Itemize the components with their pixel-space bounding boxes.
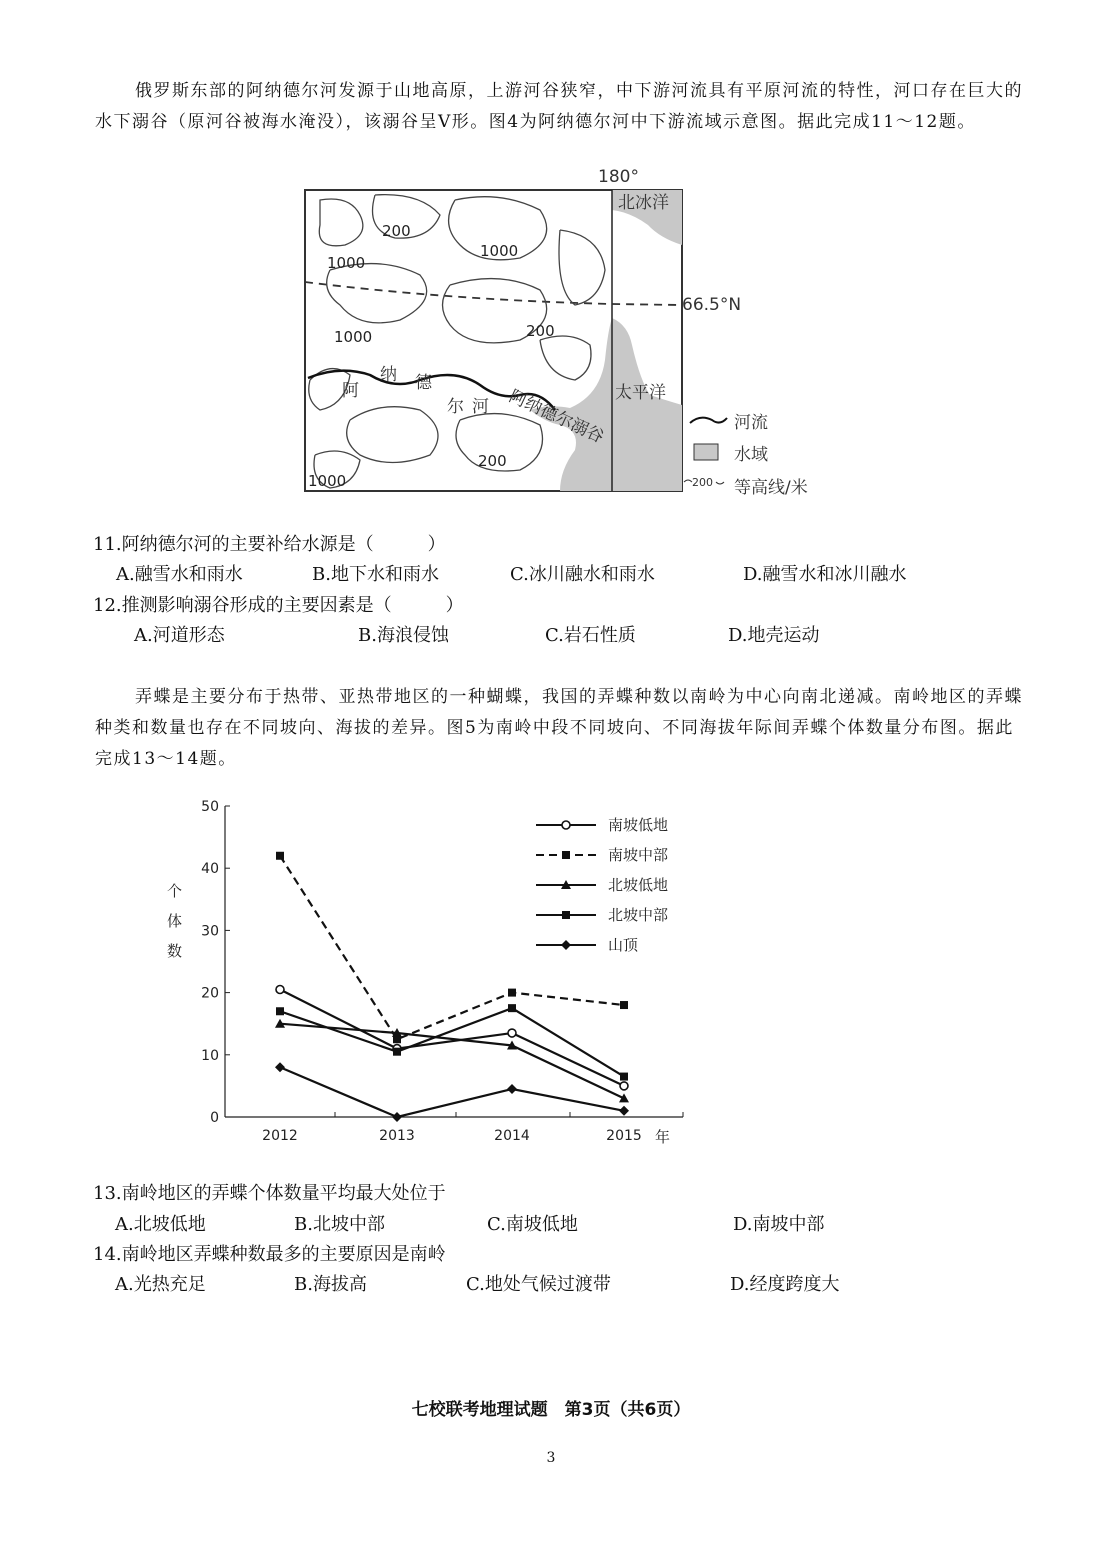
question-12-option-c: C.岩石性质 (545, 625, 636, 646)
estuary-label: 阿纳德尔溺谷 (505, 386, 607, 448)
contour-label: 200 (382, 222, 411, 240)
footer-title: 七校联考地理试题 第3页（共6页） (411, 1400, 691, 1420)
x-tick-label: 2013 (379, 1128, 415, 1144)
contour-label: 1000 (308, 472, 347, 490)
x-tick-label: 2012 (262, 1128, 298, 1144)
page-number: 3 (546, 1450, 556, 1466)
contour-label: 200 (526, 322, 555, 340)
meridian-label: 180° (598, 167, 639, 187)
legend-contour-symbol (684, 480, 692, 482)
data-point (276, 985, 284, 993)
legend-marker (562, 851, 570, 859)
question-12-stem: 12.推测影响溺谷形成的主要因素是（ ） (93, 595, 464, 616)
question-13-option-a: A.北坡低地 (115, 1214, 206, 1235)
legend-contour-sample: 200 (692, 476, 713, 489)
y-tick-label: 30 (201, 923, 219, 940)
series-line (280, 989, 624, 1085)
intro-paragraph-butterfly: 弄蝶是主要分布于热带、亚热带地区的一种蝴蝶，我国的弄蝶种数以南岭为中心向南北递减。南岭地区的弄蝶种类和数量也存在不同坡向、海拔的差异。图5为南岭中段不同坡向、不同海拔年际间弄蝶个体数量分布图。据此完成13～14题。 (95, 687, 1023, 769)
y-axis-label-char-1: 个 (167, 882, 183, 900)
legend-marker (562, 821, 570, 829)
question-11-option-a: A.融雪水和雨水 (116, 564, 243, 585)
data-point (392, 1112, 402, 1122)
data-point (275, 1062, 285, 1072)
legend-contour-label: 等高线/米 (734, 478, 808, 498)
river-char-1: 阿 (342, 381, 359, 401)
x-axis-label: 年 (655, 1128, 671, 1146)
question-11-option-b: B.地下水和雨水 (312, 564, 439, 585)
data-point (620, 1073, 628, 1081)
data-point (620, 1001, 628, 1009)
question-14-option-a: A.光热充足 (115, 1274, 206, 1295)
question-12-option-d: D.地壳运动 (728, 625, 820, 646)
chart-legend (536, 816, 668, 954)
data-point (508, 989, 516, 997)
legend-label: 南坡中部 (608, 846, 669, 864)
legend-river-label: 河流 (734, 413, 768, 433)
legend-marker (562, 911, 570, 919)
river-char-2: 纳 (380, 365, 397, 385)
y-tick-label: 10 (201, 1047, 219, 1064)
y-axis-label-char-2: 体 (167, 912, 183, 930)
series-5 (275, 1062, 629, 1122)
series-line (280, 856, 624, 1039)
y-tick-label: 0 (210, 1110, 219, 1126)
question-14-option-d: D.经度跨度大 (730, 1274, 840, 1295)
y-tick-label: 20 (201, 985, 219, 1002)
data-point (393, 1048, 401, 1056)
x-tick-label: 2014 (494, 1128, 530, 1144)
data-point (276, 1007, 284, 1015)
river-char-5: 河 (472, 397, 489, 417)
legend-water-label: 水域 (734, 445, 768, 465)
data-point (507, 1084, 517, 1094)
butterfly-line-chart (0, 780, 1102, 1160)
question-13-option-c: C.南坡低地 (487, 1214, 578, 1235)
question-11-stem: 11.阿纳德尔河的主要补给水源是（ ） (93, 534, 446, 555)
data-point (508, 1029, 516, 1037)
data-point (276, 852, 284, 860)
data-point (508, 1004, 516, 1012)
contour-label: 1000 (334, 328, 373, 346)
intro-paragraph-map: 俄罗斯东部的阿纳德尔河发源于山地高原，上游河谷狭窄，中下游河流具有平原河流的特性，河口存在巨大的水下溺谷（原河谷被海水淹没），该溺谷呈V形。图4为阿纳德尔河中下游流域示意图。据此完成11～12题。 (95, 81, 1023, 132)
y-axis-label-char-3: 数 (167, 942, 183, 960)
contour-label: 1000 (327, 254, 366, 272)
y-tick-label: 40 (201, 861, 219, 878)
legend-marker (561, 940, 571, 950)
legend-label: 北坡中部 (608, 906, 669, 924)
question-11-option-c: C.冰川融水和雨水 (510, 564, 655, 585)
series-line (280, 1008, 624, 1076)
chart-y-ticks (201, 799, 230, 1126)
legend-label: 北坡低地 (608, 876, 669, 894)
question-13-option-d: D.南坡中部 (733, 1214, 825, 1235)
river-char-4: 尔 (447, 397, 464, 417)
question-12-option-a: A.河道形态 (134, 625, 225, 646)
legend-label: 山顶 (608, 936, 639, 954)
y-tick-label: 50 (201, 799, 219, 815)
legend-river-symbol (690, 418, 727, 423)
contour-label: 1000 (480, 242, 519, 260)
legend-label: 南坡低地 (608, 816, 669, 834)
question-14-option-c: C.地处气候过渡带 (466, 1274, 611, 1295)
series-4 (276, 1004, 628, 1080)
question-14-option-b: B.海拔高 (294, 1274, 367, 1295)
question-13-option-b: B.北坡中部 (294, 1214, 385, 1235)
question-13-stem: 13.南岭地区的弄蝶个体数量平均最大处位于 (93, 1183, 446, 1204)
river-char-3: 德 (415, 373, 432, 393)
chart-series (275, 852, 629, 1122)
data-point (619, 1106, 629, 1116)
data-point (620, 1082, 628, 1090)
x-tick-label: 2015 (606, 1128, 642, 1144)
legend-water-symbol (694, 444, 718, 460)
pacific-ocean-label: 太平洋 (615, 383, 666, 403)
parallel-label: 66.5°N (682, 295, 742, 315)
contour-label: 200 (478, 452, 507, 470)
question-14-stem: 14.南岭地区弄蝶种数最多的主要原因是南岭 (93, 1244, 446, 1265)
anadyr-map-figure (0, 0, 1102, 510)
question-11-option-d: D.融雪水和冰川融水 (743, 564, 907, 585)
arctic-ocean-label: 北冰洋 (618, 193, 669, 213)
question-12-option-b: B.海浪侵蚀 (358, 625, 449, 646)
